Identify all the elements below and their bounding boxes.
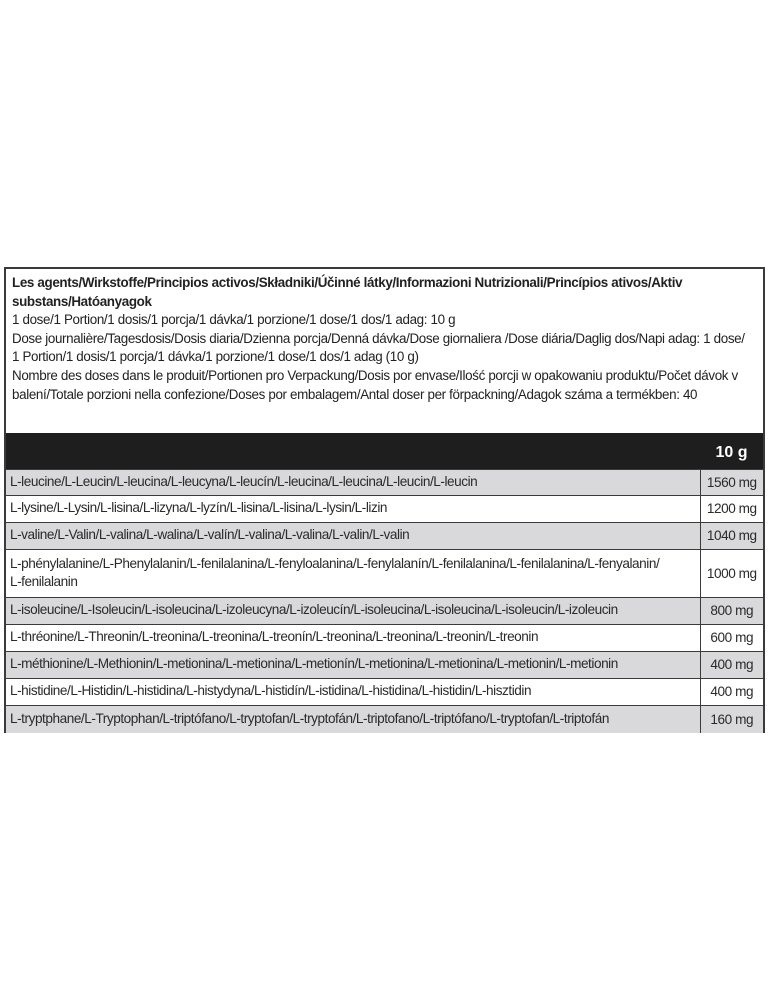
- ingredient-amount: 800 mg: [700, 597, 763, 624]
- ingredient-name: L-tryptphane/L-Tryptophan/L-triptófano/L-tryptofan/L-tryptofán/L-triptofano/L-triptófano/L-tryptofan/L-triptofán: [6, 705, 700, 733]
- header-line-doses-count-cont: balení/Totale porzioni nella confezione/Doses por embalagem/Antal doser per förpackning/Adagok száma a termékben: 40: [12, 386, 698, 402]
- table-row: [6, 705, 763, 733]
- table-row: [6, 651, 763, 678]
- ingredient-name: L-méthionine/L-Methionin/L-metionina/L-metionina/L-metionín/L-metionina/L-metionina/L-metionin/L-metionin: [6, 651, 700, 678]
- header-title: Les agents/Wirkstoffe/Principios activos/Składniki/Účinné látky/Informazioni Nutrizionali/Princípios ativos/Aktiv substans/Hatóanyagok: [12, 275, 683, 309]
- ingredient-amount: 600 mg: [700, 624, 763, 651]
- ingredient-amount: 1560 mg: [700, 469, 763, 495]
- ingredient-amount: 1000 mg: [700, 549, 763, 597]
- ingredient-name: L-histidine/L-Histidin/L-histidina/L-histydyna/L-histidín/L-istidina/L-histidina/L-histidin/L-hisztidin: [6, 678, 700, 705]
- table-header-row: [6, 433, 763, 469]
- nutrition-panel: [4, 267, 765, 733]
- table-row: [6, 678, 763, 705]
- table-row: [6, 522, 763, 549]
- ingredient-name: L-leucine/L-Leucin/L-leucina/L-leucyna/L-leucín/L-leucina/L-leucina/L-leucin/L-leucin: [6, 469, 700, 495]
- table-row: [6, 469, 763, 495]
- header-line-daily-dose: Dose journalière/Tagesdosis/Dosis diaria/Dzienna porcja/Denná dávka/Dose giornaliera /Dose diária/Daglig dos/Napi adag: 1 dose/: [12, 330, 745, 346]
- header-line-serving: 1 dose/1 Portion/1 dosis/1 porcja/1 dávka/1 porzione/1 dose/1 dos/1 adag: 10 g: [12, 312, 456, 328]
- ingredient-name: L-lysine/L-Lysin/L-lisina/L-lizyna/L-lyzín/L-lisina/L-lisina/L-lysin/L-lizin: [6, 495, 700, 522]
- ingredient-amount: 400 mg: [700, 678, 763, 705]
- ingredient-name-line2: L-fenilalanin: [10, 573, 78, 589]
- ingredient-name: L-valine/L-Valin/L-valina/L-walina/L-valín/L-valina/L-valina/L-valin/L-valin: [6, 522, 700, 549]
- table-row: [6, 624, 763, 651]
- header-line-daily-dose-cont: 1 Portion/1 dosis/1 porcja/1 dávka/1 porzione/1 dose/1 dos/1 adag (10 g): [12, 349, 419, 365]
- table-row: [6, 597, 763, 624]
- ingredient-amount: 1040 mg: [700, 522, 763, 549]
- ingredient-name: [6, 549, 700, 597]
- ingredient-name-line1: L-phénylalanine/L-Phenylalanin/L-fenilalanina/L-fenyloalanina/L-fenylalanín/L-fenilalanina/L-fenilalanina/L-fenyalanin/: [10, 555, 660, 571]
- ingredient-amount: 400 mg: [700, 651, 763, 678]
- amino-acid-table: [6, 433, 763, 733]
- table-header-amount: 10 g: [700, 433, 763, 469]
- ingredient-name: L-thréonine/L-Threonin/L-treonina/L-treonina/L-treonín/L-treonina/L-treonina/L-treonin/L-treonin: [6, 624, 700, 651]
- panel-header: [6, 269, 763, 433]
- table-header-empty: [6, 433, 700, 469]
- table-row: [6, 549, 763, 597]
- header-line-doses-count: Nombre des doses dans le produit/Portionen pro Verpackung/Dosis por envase/Ilość porcji w opakowaniu produktu/Počet dávok v: [12, 367, 738, 383]
- ingredient-amount: 160 mg: [700, 705, 763, 733]
- table-row: [6, 495, 763, 522]
- ingredient-amount: 1200 mg: [700, 495, 763, 522]
- ingredient-name: L-isoleucine/L-Isoleucin/L-isoleucina/L-izoleucyna/L-izoleucín/L-isoleucina/L-isoleucina/L-isoleucin/L-izoleucin: [6, 597, 700, 624]
